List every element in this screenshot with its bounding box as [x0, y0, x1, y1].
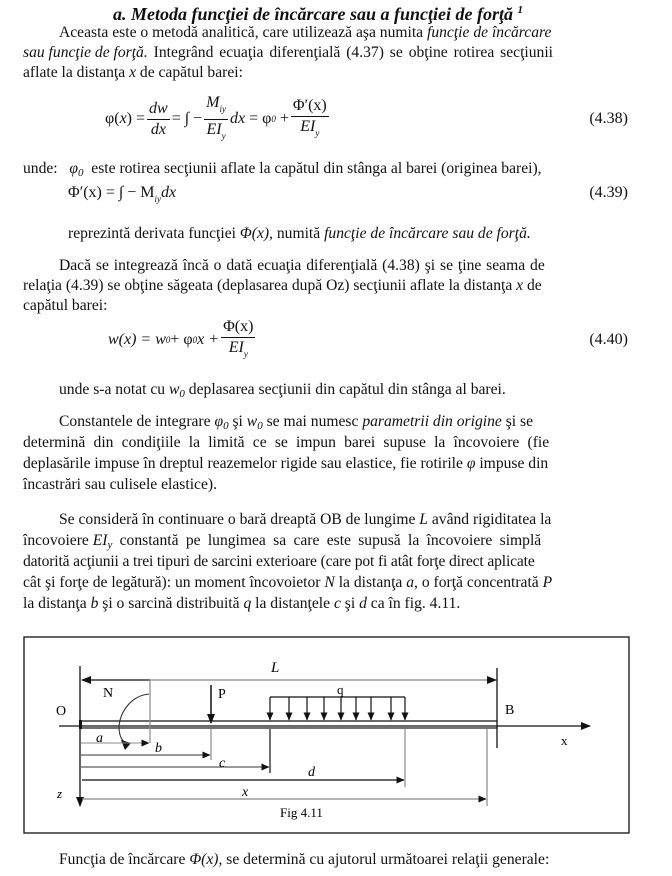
var-w: w — [246, 413, 258, 430]
eq-text: x + — [197, 331, 220, 348]
text: unde s-a notat cu — [59, 381, 169, 398]
text: la distanţele — [251, 595, 334, 612]
equation-number: (4.40) — [589, 331, 628, 348]
var-x: x — [516, 277, 524, 294]
text: deplasarea secţiunii din capătul din stânga al barei. — [184, 381, 506, 398]
var-b: b — [90, 595, 99, 612]
eq-text: M — [206, 93, 220, 111]
var-phi: φ — [69, 160, 78, 177]
var-N: N — [324, 574, 335, 591]
text: numită — [272, 225, 325, 242]
eq-text: + — [279, 110, 289, 127]
text: se determină cu ajutorul următoarei relaţii generale: — [222, 851, 550, 868]
var-phi: φ — [466, 455, 476, 472]
var-q: q — [243, 595, 252, 612]
emph-text: funcţie de încărcare sau de forţă. — [324, 225, 531, 242]
text: Aceasta este o metodă analitică, care utilizează aşa numita — [59, 24, 427, 41]
label-x-axis: x — [561, 733, 568, 748]
numerator: Φ′(x) — [291, 96, 329, 117]
subscript: y — [315, 127, 320, 138]
eq-text: x — [119, 110, 127, 127]
eq-text: dx — [161, 184, 177, 201]
text: de — [523, 277, 542, 294]
eq-text: dx — [229, 110, 246, 127]
emph-text: parametrii din origine — [362, 413, 502, 430]
figure-frame — [24, 637, 629, 833]
var-c: c — [333, 595, 341, 612]
subscript: 0 — [223, 420, 229, 432]
text: datorită acţiunii a trei tipuri de sarcini exterioare (care pot fi atât forţe direct aplicate — [23, 553, 535, 570]
text: ca în fig. 4.11. — [366, 595, 461, 612]
var-w: w — [169, 381, 180, 398]
text: şi se — [501, 413, 533, 430]
text: unde: — [23, 160, 58, 177]
eq-text: ) = — [126, 110, 146, 127]
subscript: 0 — [78, 167, 84, 179]
text: şi o sarcină distribuită — [98, 595, 244, 612]
label-c: c — [219, 756, 226, 771]
eq-text: EI — [228, 338, 244, 356]
label-x-dim: x — [242, 785, 249, 800]
text: Constantele de integrare — [59, 413, 215, 430]
last-line — [59, 850, 549, 869]
text: aflate la distanţa — [23, 64, 130, 81]
text: reprezintă derivata funcţiei — [68, 225, 240, 242]
subscript: y — [243, 348, 248, 359]
numerator: dw — [147, 99, 170, 120]
numerator: Φ(x) — [221, 317, 255, 338]
var-x: x — [129, 64, 136, 81]
text: având rigiditatea la — [427, 511, 552, 528]
subscript: iy — [219, 103, 226, 114]
equation-number: (4.39) — [589, 184, 628, 201]
label-q: q — [337, 682, 344, 697]
var-a: a — [406, 574, 415, 591]
var-L: L — [419, 511, 428, 528]
label-O: O — [56, 704, 67, 719]
subscript: iy — [154, 194, 162, 204]
section-title-text: a. Metoda funcţiei de încărcare sau a funcţiei de forţă — [113, 4, 513, 24]
label-a: a — [96, 731, 103, 746]
label-B: B — [505, 703, 515, 718]
text: constantă pe lungimea sa care este supusă la încovoiere simplă — [112, 532, 542, 549]
emph-text: sau funcţie de forţă. — [23, 44, 148, 61]
eq-text: + φ — [170, 331, 193, 348]
label-P: P — [218, 687, 226, 702]
text: Se consideră în continuare o bară dreaptă OB de lungime — [59, 511, 420, 528]
var-phi: Φ(x), — [239, 225, 273, 242]
load-q-arrows — [270, 697, 405, 720]
text: Integrând ecuaţia diferenţială (4.37) se obţine rotirea secţiunii — [147, 44, 553, 61]
text: este rotirea secţiunii aflate la capătul din stânga al barei (originea barei), — [91, 160, 542, 177]
subscript: y — [221, 130, 226, 141]
eq-text: w(x) = w — [108, 331, 166, 348]
text: şi — [228, 413, 247, 430]
text: impuse din — [475, 455, 549, 472]
eq-text: EI — [206, 120, 222, 138]
text: Dacă se integrează încă o dată ecuaţia diferenţială (4.38) şi se ţine seama de — [59, 257, 545, 274]
eq-text: = ∫ − — [171, 110, 203, 127]
label-N: N — [103, 686, 114, 701]
text: încovoiere — [23, 532, 93, 549]
subscript: 0 — [179, 388, 185, 400]
label-b: b — [155, 741, 162, 756]
subscript: y — [107, 539, 113, 551]
text: se mai numesc — [262, 413, 363, 430]
var-phi: Φ(x), — [189, 851, 223, 868]
var-P: P — [542, 574, 553, 591]
moment-arrow-head — [121, 740, 131, 750]
text: deplasările impuse în dreptul reazemelor rigide sau elastice, fie rotirile — [23, 455, 467, 472]
footnote-mark: 1 — [517, 4, 523, 16]
subscript: 0 — [165, 335, 171, 345]
eq-text: Φ′(x) = ∫ − M — [68, 184, 155, 201]
text: capătul barei: — [23, 297, 108, 314]
label-d: d — [308, 765, 315, 780]
beam-origin-mark — [79, 720, 82, 729]
text: încastrări sau culisele elastice). — [23, 476, 217, 493]
subscript: 0 — [192, 335, 198, 345]
label-L: L — [271, 660, 280, 676]
text: , o forţă concentrată — [414, 574, 543, 591]
equation-number: (4.38) — [589, 110, 628, 127]
subscript: 0 — [257, 420, 263, 432]
text: determină din condiţiile la limită ce se impun barei supuse la încovoiere (fie — [23, 434, 550, 451]
eq-text: EI — [300, 117, 316, 135]
text: Funcţia de încărcare — [59, 851, 190, 868]
text: cât şi forţe de legătură): un moment încovoietor — [23, 574, 325, 591]
denominator: dx — [150, 120, 166, 138]
figure-caption: Fig 4.11 — [280, 805, 323, 820]
eq-text: φ( — [105, 110, 120, 127]
text: la distanţa — [23, 595, 91, 612]
var-EI: EI — [92, 532, 108, 549]
var-d: d — [359, 595, 367, 612]
emph-text: funcţie de încărcare — [427, 24, 552, 41]
text: şi — [340, 595, 360, 612]
text: de capătul barei: — [136, 64, 243, 81]
eq-text: = φ — [249, 110, 272, 127]
text: la distanţa — [334, 574, 407, 591]
var-phi: φ — [214, 413, 224, 430]
text: relaţia (4.39) se obţine săgeata (deplasarea după Oz) secţiunii aflate la distanţa — [23, 277, 517, 294]
label-z-axis: z — [57, 786, 63, 801]
subscript: 0 — [271, 114, 276, 124]
